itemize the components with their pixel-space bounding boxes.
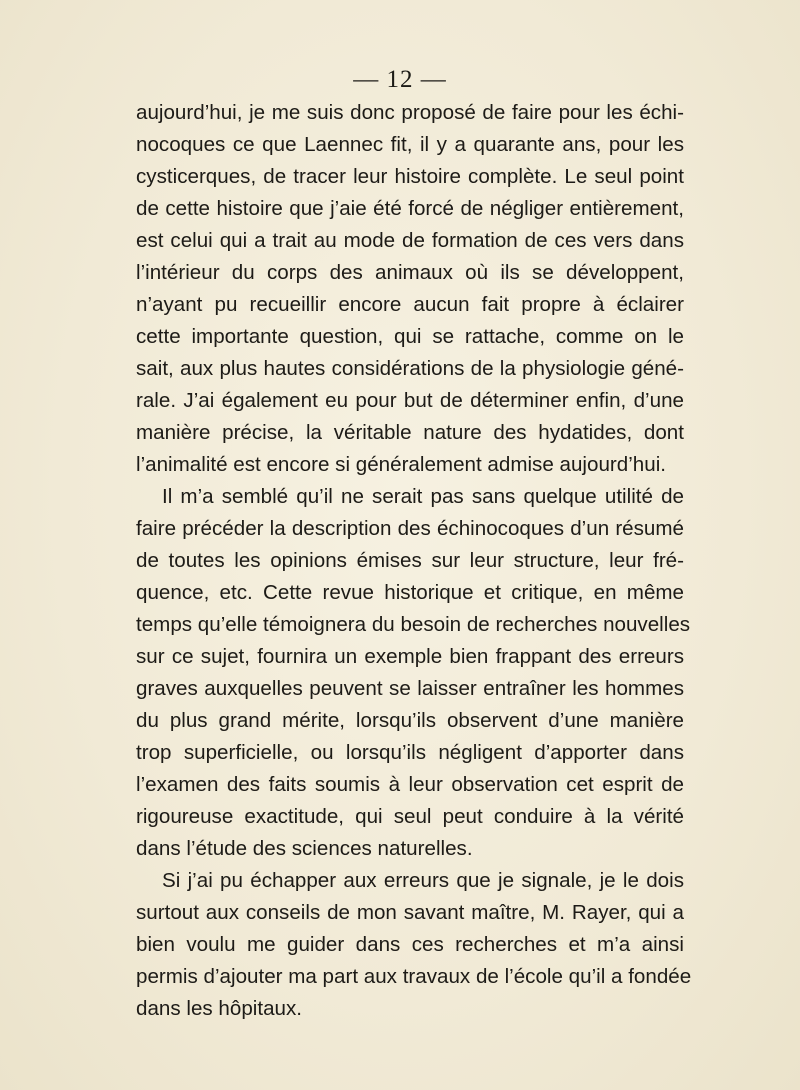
text-line: l’animalité est encore si généralement admise aujourd’hui. — [136, 453, 667, 476]
text-line: dans les hôpitaux. — [136, 997, 303, 1020]
text-line: surtout aux conseils de mon savant maître, M. Rayer, qui a — [136, 901, 684, 924]
text-line: trop superficielle, ou lorsqu’ils négligent d’apporter dans — [136, 741, 684, 764]
text-line: aujourd’hui, je me suis donc proposé de faire pour les échi- — [136, 101, 684, 124]
text-line: cysticerques, de tracer leur histoire complète. Le seul point — [136, 165, 684, 188]
text-line: dans l’étude des sciences naturelles. — [136, 837, 473, 860]
page-number: — 12 — — [353, 66, 447, 93]
text-line: temps qu’elle témoignera du besoin de recherches nouvelles — [136, 613, 691, 636]
text-line: sait, aux plus hautes considérations de la physiologie géné- — [136, 357, 684, 380]
text-line: l’examen des faits soumis à leur observation cet esprit de — [136, 773, 684, 796]
text-line: graves auxquelles peuvent se laisser entraîner les hommes — [136, 677, 684, 700]
text-line: l’intérieur du corps des animaux où ils se développent, — [136, 261, 684, 284]
text-line: de toutes les opinions émises sur leur structure, leur fré- — [136, 549, 684, 572]
text-line: est celui qui a trait au mode de formation de ces vers dans — [136, 229, 684, 252]
text-line: Si j’ai pu échapper aux erreurs que je signale, je le dois — [162, 869, 684, 892]
text-line: de cette histoire que j’aie été forcé de négliger entièrement, — [136, 197, 684, 220]
text-line: Il m’a semblé qu’il ne serait pas sans quelque utilité de — [162, 485, 684, 508]
text-line: nocoques ce que Laennec fit, il y a quarante ans, pour les — [136, 133, 684, 156]
body-text — [136, 97, 692, 1025]
text-line: sur ce sujet, fournira un exemple bien frappant des erreurs — [136, 645, 684, 668]
text-line: n’ayant pu recueillir encore aucun fait propre à éclairer — [136, 293, 684, 316]
text-line: rale. J’ai également eu pour but de déterminer enfin, d’une — [136, 389, 684, 412]
text-line: cette importante question, qui se rattache, comme on le — [136, 325, 684, 348]
text-line: rigoureuse exactitude, qui seul peut conduire à la vérité — [136, 805, 684, 828]
text-line: quence, etc. Cette revue historique et critique, en même — [136, 581, 684, 604]
text-line: bien voulu me guider dans ces recherches et m’a ainsi — [136, 933, 684, 956]
text-line: manière précise, la véritable nature des hydatides, dont — [136, 421, 684, 444]
text-line: faire précéder la description des échinocoques d’un résumé — [136, 517, 684, 540]
text-line: du plus grand mérite, lorsqu’ils observent d’une manière — [136, 709, 684, 732]
text-line: permis d’ajouter ma part aux travaux de l’école qu’il a fondée — [136, 965, 692, 988]
